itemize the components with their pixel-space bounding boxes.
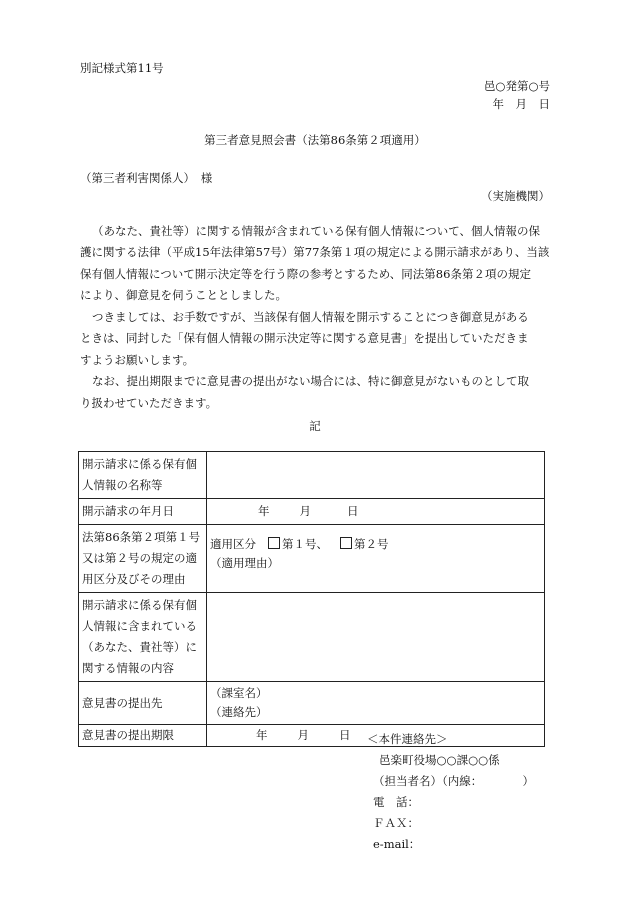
sender-agency: （実施機関） <box>481 189 550 203</box>
paragraph-1-line-4: により、御意見を伺うこととしました。 <box>80 288 287 302</box>
dept-label: （課室名） <box>210 686 268 700</box>
contact-office: 邑楽町役場○○課○○係 <box>379 753 500 767</box>
checkbox-item-1[interactable] <box>268 537 280 549</box>
form-number: 別記様式第11号 <box>80 61 164 75</box>
checkbox-item-2[interactable] <box>340 537 352 549</box>
table-row <box>79 682 545 725</box>
submission-destination-field[interactable] <box>207 682 545 725</box>
addressee: （第三者利害関係人） 様 <box>80 171 213 185</box>
paragraph-1-line-1: （あなた、貴社等）に関する情報が含まれている保有個人情報について、個人情報の保 <box>92 224 541 238</box>
table-row <box>79 525 545 593</box>
contact-label: （連絡先） <box>210 705 268 719</box>
info-name-label: 開示請求に係る保有個人情報の名称等 <box>79 452 207 499</box>
applicable-category-label: 法第86条第２項第１号又は第２号の規定の適用区分及びその理由 <box>79 525 207 593</box>
category-label: 適用区分 <box>210 537 256 551</box>
inquiry-table <box>78 451 545 747</box>
table-row <box>79 593 545 682</box>
contact-heading: ＜本件連絡先＞ <box>367 732 448 746</box>
info-content-label: 開示請求に係る保有個人情報に含まれている（あなた、貴社等）に関する情報の内容 <box>79 593 207 682</box>
document-title: 第三者意見照会書（法第86条第２項適用） <box>204 133 426 147</box>
checkbox-item-2-label: 第２号 <box>354 537 389 551</box>
contact-person: （担当者名）（内線： ） <box>373 774 534 788</box>
paragraph-1-line-2: 護に関する法律（平成15年法律第57号）第77条第１項の規定による開示請求があり、当該 <box>80 245 550 259</box>
paragraph-2-line-2: ときは、同封した「保有個人情報の開示決定等に関する意見書」を提出していただきま <box>80 331 529 345</box>
contact-phone: 電 話： <box>373 795 419 809</box>
paragraph-2-line-1: つきましては、お手数ですが、当該保有個人情報を開示することにつき御意見がある <box>92 310 529 324</box>
paragraph-3-line-1: なお、提出期限までに意見書の提出がない場合には、特に御意見がないものとして取 <box>92 374 529 388</box>
document-number: 邑○発第○号 <box>483 79 550 93</box>
table-row <box>79 725 545 747</box>
document-date: 年 月 日 <box>492 97 550 111</box>
deadline-year-label: 年 <box>256 728 268 742</box>
request-month-label: 月 <box>299 504 311 518</box>
info-content-field[interactable] <box>207 593 545 682</box>
paragraph-1-line-3: 保有個人情報について開示決定等を行う際の参考とするため、同法第86条第２項の規定 <box>80 267 531 281</box>
contact-email: e-mail： <box>373 837 421 851</box>
request-year-label: 年 <box>258 504 270 518</box>
deadline-month-label: 月 <box>297 728 309 742</box>
table-row <box>79 452 545 499</box>
request-date-label: 開示請求の年月日 <box>79 499 207 525</box>
request-date-field[interactable] <box>207 499 545 525</box>
reason-label: （適用理由） <box>210 556 279 570</box>
contact-fax: ＦＡＸ： <box>373 816 419 830</box>
table-row <box>79 499 545 525</box>
submission-destination-label: 意見書の提出先 <box>79 682 207 725</box>
info-name-field[interactable] <box>207 452 545 499</box>
deadline-day-label: 日 <box>339 728 351 742</box>
request-day-label: 日 <box>347 504 359 518</box>
ki-heading: 記 <box>309 419 321 433</box>
applicable-category-field[interactable] <box>207 525 545 593</box>
paragraph-2-line-3: すようお願いします。 <box>80 353 195 367</box>
checkbox-item-1-label: 第１号、 <box>282 537 328 551</box>
paragraph-3-line-2: り扱わせていただきます。 <box>80 396 218 410</box>
submission-deadline-label: 意見書の提出期限 <box>79 725 207 747</box>
